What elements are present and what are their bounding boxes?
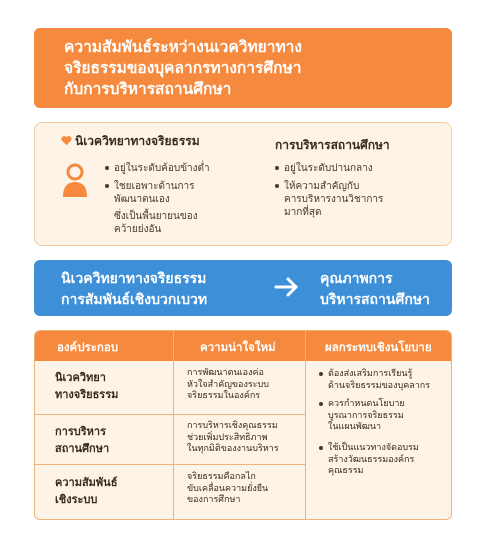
table-row-2-finding [187, 421, 279, 456]
title-banner [34, 28, 452, 108]
impact-3-line-3: คุณธรรม [328, 466, 364, 476]
person-icon [61, 163, 89, 199]
left-bullet-2-line-3: ซึ่งเป็นพื้นยายนของ [114, 211, 198, 222]
left-bullet-1-text: อยู่ในระดับค้อบข้างต่ำ [114, 163, 210, 174]
right-bullet-2-line-3: มากที่สุด [284, 207, 322, 218]
bullet-dot [319, 402, 323, 406]
banner-title-line-3: กับการบริหารสถานศึกษา [64, 80, 232, 98]
row-2-component-line-1: การบริหาร [55, 425, 106, 438]
table-row-1-component [55, 369, 118, 403]
right-bullet-1 [275, 162, 373, 175]
row-1-finding-line-1: การพัฒนาตนเองค่อ [187, 368, 264, 378]
row-2-finding-line-2: ช่วยเพิ่มประสิทธิภาพ [187, 432, 268, 443]
left-bullet-2-line-2: พัฒนาตนเอง [114, 194, 170, 205]
row-divider [35, 464, 305, 465]
left-column-title: นิเวควิทยาทางจริยธรรม [75, 134, 200, 148]
header-component: องค์ประกอบ [57, 340, 119, 354]
relation-bar [34, 260, 452, 316]
impact-2-line-2: บูรณาการจริยธรรม [328, 410, 404, 421]
row-3-component-line-2: เชิงระบบ [55, 493, 98, 506]
bullet-dot [319, 372, 323, 376]
table-row-1-finding [187, 368, 269, 403]
row-2-component-line-2: สถานศึกษา [55, 442, 110, 455]
summary-table [34, 330, 452, 520]
row-2-finding-line-1: การบริหารเชิงคุณธรรม [187, 421, 278, 431]
row-3-component-line-1: ความสัมพันธ์ [55, 476, 118, 489]
impact-item-3 [319, 443, 419, 478]
impact-3-line-2: สร้างวัฒนธรรมองค์กร [328, 454, 415, 465]
row-3-finding-line-3: ของการศึกษา [187, 495, 241, 505]
column-divider [305, 331, 306, 520]
bullet-dot [275, 166, 279, 170]
bullet-dot [275, 184, 279, 188]
relation-right-line-2: บริหารสถานศึกษา [320, 292, 430, 308]
left-bullet-2 [105, 180, 195, 193]
row-1-finding-line-2: หัวใจสำคัญของระบบ [187, 379, 269, 390]
left-bullet-1 [105, 162, 210, 175]
row-1-component-line-1: นิเวควิทยา [55, 371, 106, 384]
bullet-dot [319, 446, 323, 450]
impact-1-line-1: ต้องส่งเสริมการเรียนรู้ [328, 369, 413, 379]
left-bullet-2-line-1: ใชยเอพาะด้านการ [114, 181, 195, 192]
table-row-3-finding [187, 472, 268, 507]
banner-title-line-2: จริยธรรมของบุคลากรทางการศึกษา [64, 59, 302, 77]
row-3-finding-line-2: ขับเคลื่อนความยั่งยืน [187, 483, 269, 494]
relation-left-line-2: การสัมพันธ์เชิงบวกเบวท [61, 292, 208, 308]
comparison-panel [34, 122, 452, 246]
impact-2-line-3: ในแผนพัฒนา [328, 422, 382, 432]
left-bullet-2-line-4: คว้ายย่งอัน [114, 224, 162, 235]
bullet-dot [105, 166, 109, 170]
row-1-finding-line-3: จริยธรรมในองค์กร [187, 391, 261, 401]
row-2-finding-line-3: ในทุกมิติของงานบริหาร [187, 444, 279, 454]
arrow-right-icon [272, 272, 302, 302]
row-divider [35, 414, 305, 415]
right-bullet-1-text: อยู่ในระดับปานกลาง [284, 163, 373, 174]
relation-right-line-1: คุณภาพการ [320, 271, 393, 287]
column-divider [173, 331, 174, 520]
impact-1-line-2: ด้านจริยธรรมของบุคลากร [328, 380, 431, 391]
row-3-finding-line-1: จริยธรรมคือกลไก [187, 472, 256, 482]
table-row-3-component [55, 474, 117, 508]
right-bullet-2-line-1: ให้ความสำคัญกับ [284, 181, 360, 192]
header-finding: ความน่าใจใหม่ [200, 340, 276, 354]
table-header [35, 331, 451, 361]
right-bullet-2 [275, 180, 359, 193]
table-row-2-component [55, 423, 109, 457]
right-bullet-2-line-2: คารบริหารงานวิชาการ [284, 194, 384, 205]
impact-item-2 [319, 399, 405, 434]
banner-title-line-1: ความสัมพันธ์ระหว่างนเวควิทยาทาง [64, 38, 302, 56]
impact-2-line-1: ควรกำหนดนโยบาย [328, 399, 405, 409]
impact-item-1 [319, 369, 430, 392]
heart-icon [61, 135, 72, 146]
relation-left-line-1: นิเวควิทยาทางจริยธรรม [61, 271, 207, 287]
row-1-component-line-2: ทางจริยธรรม [55, 388, 119, 401]
right-column-title: การบริหารสถานศึกษา [275, 138, 390, 152]
bullet-dot [105, 184, 109, 188]
header-impact: ผลกระทบเชิงนโยบาย [325, 340, 432, 354]
impact-3-line-1: ใช้เป็นแนวทางจัดอบรม [328, 443, 419, 453]
